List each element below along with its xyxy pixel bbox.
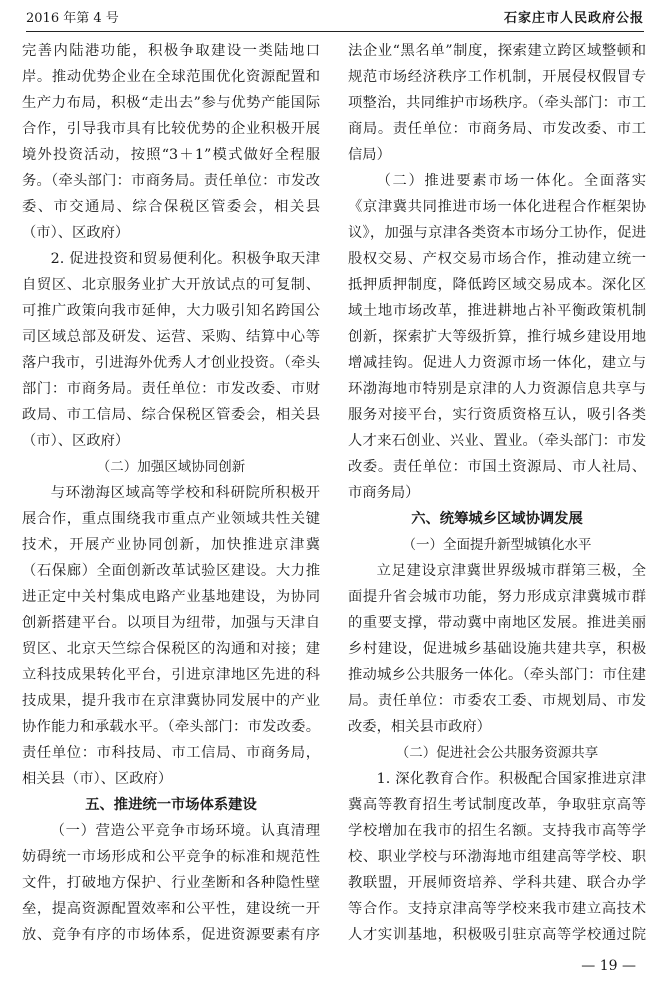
paragraph: 与环渤海区域高等学校和科研院所积极开展合作，重点围绕我市重点产业领域共性关键技术，开展产业协同创新，加快推进京津冀（石保廊）全面创新改革试验区建设。大力推进正定中关村集成电路产业基地建设，为协同创新搭建平台。以项目为纽带，加强与天津自贸区、北京天竺综合保税区的沟通和对接；建立科技成果转化平台，引进京津地区先进的科技成果，提升我市在京津冀协同发展中的产业协作能力和承载水平。（牵头部门：市发改委。责任单位：市科技局、市工信局、市商务局，相关县（市）、区政府） [22,485,320,787]
right-column [348,38,646,948]
paragraph: （二）推进要素市场一体化。全面落实《京津冀共同推进市场一体化进程合作框架协议》，加强与京津各类资本市场分工协作，促进股权交易、产权交易市场合作，推动建立统一抵押质押制度，降低跨区域交易成本。深化区域土地市场改革，推进耕地占补平衡政策机制创新，探索扩大等级折算，推行城乡建设用地增减挂钩。促进人力资源市场一体化，建立与环渤海地市特别是京津的人力资源信息共享与服务对接平台，实行资质资格互认，吸引各类人才来石创业、兴业、置业。（牵头部门：市发改委。责任单位：市国土资源局、市人社局、市商务局） [348,173,646,501]
paragraph: 立足建设京津冀世界级城市群第三极，全面提升省会城市功能，努力形成京津冀城市群的重要支撑，带动冀中南地区发展。推进美丽乡村建设，促进城乡基础设施共建共享，积极推动城乡公共服务一体化。（牵头部门：市住建局。责任单位：市委农工委、市规划局、市发改委，相关县市政府） [348,563,646,735]
subsection-heading: （一）全面提升新型城镇化水平 [402,537,592,553]
left-column [22,38,320,948]
section-heading: 六、统筹城乡区域协调发展 [411,511,583,527]
subsection-heading: （二）促进社会公共服务资源共享 [395,745,599,761]
paragraph: （一）营造公平竞争市场环境。认真清理妨碍统一市场形成和公平竞争的标准和规范性文件，打破地方保护、行业垄断和各种隐性壁垒，提高资源配置效率和公平性，建设统一开放、竞争有序的市场体系，促进资源要素有序 [22,823,320,943]
paragraph: 完善内陆港功能，积极争取建设一类陆地口岸。推动优势企业在全球范围优化资源配置和生产力布局，积极“走出去”参与优势产能国际合作，引导我市具有比较优势的企业积极开展境外投资活动，按照“3＋1”模式做好全程服务。（牵头部门：市商务局。责任单位：市发改委、市交通局、综合保税区管委会，相关县（市）、区政府） [22,43,320,241]
paragraph: 2. 促进投资和贸易便利化。积极争取天津自贸区、北京服务业扩大开放试点的可复制、可推广政策向我市延伸，大力吸引知名跨国公司区域总部及研发、运营、采购、结算中心等落户我市，引进海外优秀人才创业投资。（牵头部门：市商务局。责任单位：市发改委、市财政局、市工信局、综合保税区管委会，相关县（市）、区政府） [22,251,320,449]
subsection-heading: （二）加强区域协同创新 [96,459,246,475]
header-rule [26,31,644,32]
section-heading: 五、推进统一市场体系建设 [85,797,257,813]
paragraph: 法企业“黑名单”制度，探索建立跨区域整顿和规范市场经济秩序工作机制，开展侵权假冒专项整治，共同维护市场秩序。（牵头部门：市工商局。责任单位：市商务局、市发改委、市工信局） [348,43,646,163]
issue-label: 2016 年第 4 号 [26,11,119,26]
publication-title: 石家庄市人民政府公报 [503,11,644,26]
page-number: — 19 — [581,958,636,974]
paragraph: 1. 深化教育合作。积极配合国家推进京津冀高等教育招生考试制度改革，争取驻京高等学校增加在我市的招生名额。支持我市高等学校、职业学校与环渤海地市组建高等学校、职教联盟，开展师资培养、学科共建、联合办学等合作。支持京津高等学校来我市建立高技术人才实训基地，积极吸引驻京高等学校通过院 [348,771,646,943]
page-header [26,8,644,30]
